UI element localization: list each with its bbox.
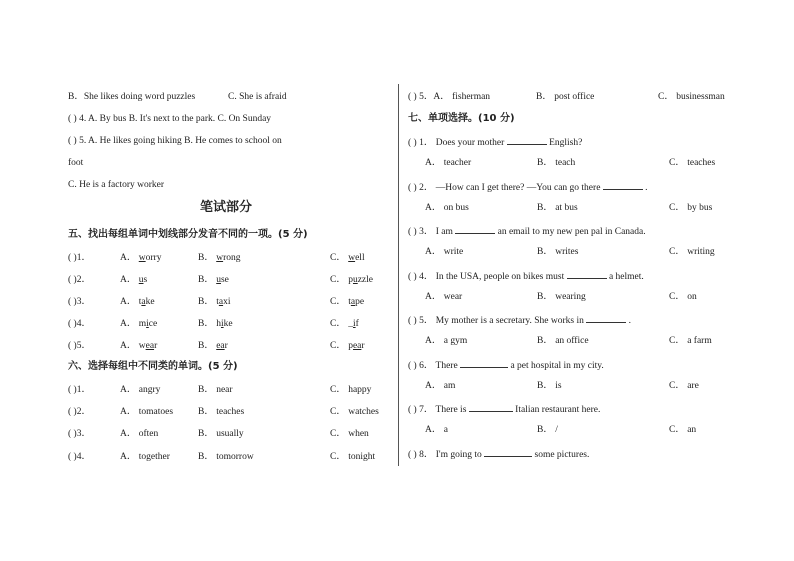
option-label: B． [198,341,214,351]
underlined-letters: u [138,275,144,285]
answer-paren: ( ) [408,316,417,326]
option-b: B． tomorrow [198,452,254,462]
column-divider [398,84,399,466]
listening-q5-option-c: C. He is a factory worker [68,180,165,190]
word-suffix: se [220,275,229,285]
answer-paren: ( ) [68,407,77,417]
option-a: A． on bus [425,202,469,213]
sec5-row [68,274,388,286]
option-b: B． at bus [537,202,578,213]
underlined-letters: i [352,319,356,329]
option-c: C． on [669,291,697,302]
word-prefix: w [138,341,146,351]
answer-blank [507,135,547,145]
option-a [120,274,147,286]
question-text: 4． In the USA, people on bikes must [419,271,565,282]
word-prefix: t [348,297,351,307]
item-number: 3． [76,297,91,307]
option-b [198,318,233,330]
underlined-letters: ea [216,341,225,351]
answer-blank [603,180,643,190]
underlined-letters: w [348,253,356,263]
listening-q5-wrap: foot [68,158,84,168]
underlined-letters: u [352,275,358,285]
question-text-after: . [628,316,632,326]
option-label: A． [120,341,137,351]
sec7-question [408,358,604,372]
listening-q5: ( ) 5. A. He likes going hiking B. He comes to school on [68,136,282,146]
option-c: C． happy [330,385,372,395]
option-c: C． watches [330,407,379,417]
option-label: A． [120,297,137,307]
option-c: C． a farm [669,336,712,346]
item-number: 2． [76,407,91,417]
sec5-row [68,340,388,352]
word-suffix: r [154,341,158,351]
underlined-letters: ea [352,341,362,351]
word-suffix: ke [145,297,155,307]
word-suffix: r [361,341,365,351]
underlined-letters: a [141,297,146,307]
word-prefix: p [348,341,353,351]
listening-q4: ( ) 4. A. By bus B. It's next to the park. C. On Sunday [68,114,272,124]
item-number: 5． [76,341,91,351]
question-text-after: some pictures. [534,449,590,460]
answer-paren: ( ) [68,319,77,329]
option-b [198,340,228,352]
option-c [330,318,359,330]
option-label: A． [120,253,137,263]
answer-blank [567,269,607,279]
option-c [330,340,365,352]
word-suffix: s [143,275,148,285]
question-text-after: a helmet. [608,271,644,282]
word-suffix: f [355,319,359,329]
option-b: B． teaches [198,407,245,417]
option-b: B． usually [198,429,244,439]
answer-paren: ( ) [68,341,77,351]
option-label: C． [330,319,346,329]
underlined-letters: i [220,319,224,329]
option-c [330,252,365,264]
option-c: C． are [669,380,699,391]
sec7-question [408,447,589,461]
option-a: A． teacher [425,158,472,168]
word-prefix: _ [348,319,353,329]
section7-heading: 七、单项选择。(10 分) [408,113,515,124]
option-a: A． am [425,380,456,391]
listening-q4-options-cont: B．She likes doing word puzzles C. She is afraid [68,92,287,102]
word-prefix: t [216,297,219,307]
option-b: B． writes [537,247,579,257]
answer-paren: ( ) [68,275,77,285]
option-label: B． [198,275,214,285]
option-label: B． [198,253,214,263]
sec7-question [408,224,646,238]
written-section-title: 笔试部分 [200,200,253,215]
answer-paren: ( ) [408,227,417,237]
sec5-row [68,296,388,308]
option-b [198,296,230,308]
section6-heading: 六、选择每组中不同类的单词。(5 分) [68,361,238,372]
underlined-letters: w [216,253,224,263]
option-c: C． by bus [669,202,713,213]
answer-blank [469,402,513,412]
underlined-letters: u [216,275,221,285]
sec6-row [68,451,388,463]
answer-paren: ( ) [68,452,77,462]
sec6-row [68,428,388,440]
sec5-row [68,318,388,330]
option-b: B． / [537,425,558,435]
answer-blank [455,224,495,234]
sec7-question [408,269,644,283]
question-text: 6． There [419,360,458,371]
answer-paren: ( ) [408,449,417,460]
option-b: B． is [537,380,562,391]
answer-paren: ( ) [408,182,417,193]
option-label: C． [330,275,346,285]
word-suffix: rong [223,253,241,263]
answer-blank [460,358,508,368]
section6-q5: ( ) 5．A． fisherman B． post office C． businessman [408,92,725,102]
underlined-letters: a [218,297,224,307]
option-b: B． wearing [537,291,586,302]
item-number: 4． [76,319,91,329]
answer-paren: ( ) [68,429,77,439]
word-suffix: ke [223,319,233,329]
option-label: C． [330,253,346,263]
question-text-after: a pet hospital in my city. [510,360,604,371]
option-a: A． write [425,247,464,257]
option-a: A． wear [425,291,463,302]
word-suffix: pe [355,297,365,307]
word-suffix: xi [223,297,231,307]
word-prefix: m [138,319,147,329]
sec7-question [408,180,648,194]
option-label: B． [198,319,214,329]
option-a: A． a gym [425,336,468,346]
question-text: 2． —How can I get there? —You can go there [419,182,601,193]
option-a: A． often [120,429,159,439]
option-a [120,296,155,308]
option-label: B． [198,297,214,307]
question-text-after: English? [549,138,583,148]
answer-paren: ( ) [68,385,77,395]
option-c: C． an [669,425,697,435]
word-prefix: p [348,275,353,285]
option-label: C． [330,297,346,307]
option-a: A． together [120,452,170,462]
section5-heading: 五、找出每组单词中划线部分发音不同的一项。(5 分) [68,229,308,240]
option-c: C． teaches [669,158,716,168]
answer-paren: ( ) [408,138,417,148]
option-a [120,340,157,352]
question-text: 3． I am [419,227,453,237]
option-label: A． [120,319,137,329]
option-c: C． when [330,429,369,439]
question-text: 5． My mother is a secretary. She works in [419,316,584,326]
sec7-question [408,313,631,327]
option-c [330,274,373,286]
sec7-question [408,135,582,149]
item-number: 3． [76,429,91,439]
underlined-letters: ea [145,341,155,351]
question-text: 8． I'm going to [419,449,482,460]
option-a [120,318,157,330]
word-prefix: t [138,297,142,307]
item-number: 1． [76,385,91,395]
option-a: A． angry [120,385,161,395]
answer-paren: ( ) [408,271,417,282]
underlined-letters: w [138,253,146,263]
word-suffix: ell [355,253,365,263]
option-b [198,274,229,286]
word-suffix: r [224,341,228,351]
item-number: 4． [76,452,91,462]
option-c: C． writing [669,247,715,257]
question-text-after: . [645,182,648,193]
question-text-after: an email to my new pen pal in Canada. [497,227,646,237]
underlined-letters: a [350,297,356,307]
answer-blank [484,447,532,457]
sec6-row [68,406,388,418]
item-number: 2． [76,275,91,285]
sec5-row [68,252,388,264]
option-label: C． [330,341,346,351]
answer-paren: ( ) [68,253,77,263]
option-b: B． teach [537,158,576,168]
answer-paren: ( ) [68,297,77,307]
option-c: C． tonight [330,452,376,462]
word-suffix: zzle [357,275,374,285]
word-suffix: orry [145,253,162,263]
option-a: A． tomatoes [120,407,174,417]
answer-paren: ( ) [408,405,417,415]
sec6-row [68,384,388,396]
answer-paren: ( ) [408,360,417,371]
option-a: A． a [425,425,448,435]
option-a [120,252,161,264]
word-prefix: h [216,319,221,329]
question-text: 7． There is [419,405,467,415]
item-number: 1． [76,253,91,263]
option-b: B． an office [537,336,589,346]
answer-blank [586,313,626,323]
underlined-letters: i [146,319,149,329]
sec7-question [408,402,600,416]
question-text: 1． Does your mother [419,138,505,148]
option-b [198,252,241,264]
word-suffix: ce [148,319,158,329]
option-label: A． [120,275,137,285]
option-b: B． near [198,385,233,395]
option-c [330,296,364,308]
question-text-after: Italian restaurant here. [515,405,601,415]
